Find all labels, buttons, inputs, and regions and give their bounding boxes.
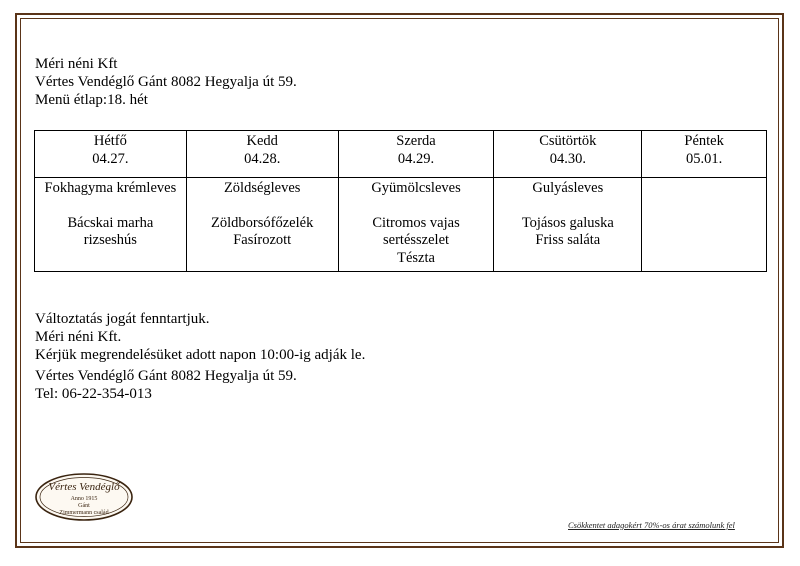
restaurant-address: Vértes Vendéglő Gánt 8082 Hegyalja út 59.: [35, 74, 297, 90]
logo-line: Gánt: [78, 503, 90, 509]
header: [35, 55, 297, 109]
day-date: 05.01.: [685, 150, 723, 167]
main-dish-line: Tojásos galuska: [521, 214, 614, 231]
dishes-row: [35, 178, 767, 272]
footer-phone: Tel: 06-22-354-013: [35, 386, 152, 402]
main-dish-line: Fasírozott: [233, 232, 292, 248]
day-name: Csütörtök: [539, 133, 597, 149]
soup: Zöldségleves: [223, 180, 301, 196]
day-date: 04.30.: [549, 150, 586, 167]
day-name: Szerda: [396, 133, 436, 149]
day-header-wednesday: [338, 131, 494, 178]
day-name: Péntek: [684, 133, 724, 149]
soup: Fokhagyma krémleves: [44, 180, 177, 196]
soup: Gyümölcsleves: [371, 180, 461, 196]
dishes-thursday: [494, 178, 642, 272]
day-name: Kedd: [246, 133, 278, 149]
main-dish-line: Bácskai marha: [67, 214, 154, 231]
dishes-monday: [35, 178, 187, 272]
footer-address: Vértes Vendéglő Gánt 8082 Hegyalja út 59.: [35, 368, 297, 384]
dishes-friday: [642, 178, 767, 272]
company-name: Méri néni Kft: [35, 56, 118, 72]
day-header-row: [35, 131, 767, 178]
main-dish-line: sertésszelet: [383, 232, 450, 248]
dishes-wednesday: [338, 178, 494, 272]
footer-company: Méri néni Kft.: [35, 329, 122, 345]
footer-disclaimer: Változtatás jogát fenntartjuk.: [35, 311, 210, 327]
footer-order-note: Kérjük megrendelésüket adott napon 10:00-ig adják le.: [35, 347, 366, 363]
weekly-menu-table: [34, 130, 767, 272]
reduced-portion-note: Csökkentet adagokért 70%-os árat számolunk fel: [568, 520, 735, 530]
day-date: 04.27.: [92, 150, 129, 167]
day-name: Hétfő: [93, 133, 127, 149]
footer: [35, 310, 365, 403]
day-date: 04.28.: [244, 150, 281, 167]
main-dish-line: rizseshús: [83, 232, 137, 248]
logo-line: Anno 1915: [70, 496, 98, 502]
main-dish-line: Tészta: [397, 249, 435, 266]
logo-title: Vértes Vendéglő: [48, 481, 120, 493]
day-date: 04.29.: [397, 150, 435, 167]
day-header-monday: [35, 131, 187, 178]
restaurant-logo: [34, 472, 134, 522]
dishes-tuesday: [186, 178, 338, 272]
main-dish-line: Zöldborsófőzelék: [211, 214, 314, 231]
logo-line: Zimmermann család: [59, 510, 109, 516]
menu-week: Menü étlap:18. hét: [35, 92, 148, 108]
main-dish-line: Friss saláta: [535, 232, 601, 248]
day-header-thursday: [494, 131, 642, 178]
day-header-friday: [642, 131, 767, 178]
soup: Gulyásleves: [532, 180, 604, 196]
day-header-tuesday: [186, 131, 338, 178]
main-dish-line: Citromos vajas: [372, 214, 460, 231]
